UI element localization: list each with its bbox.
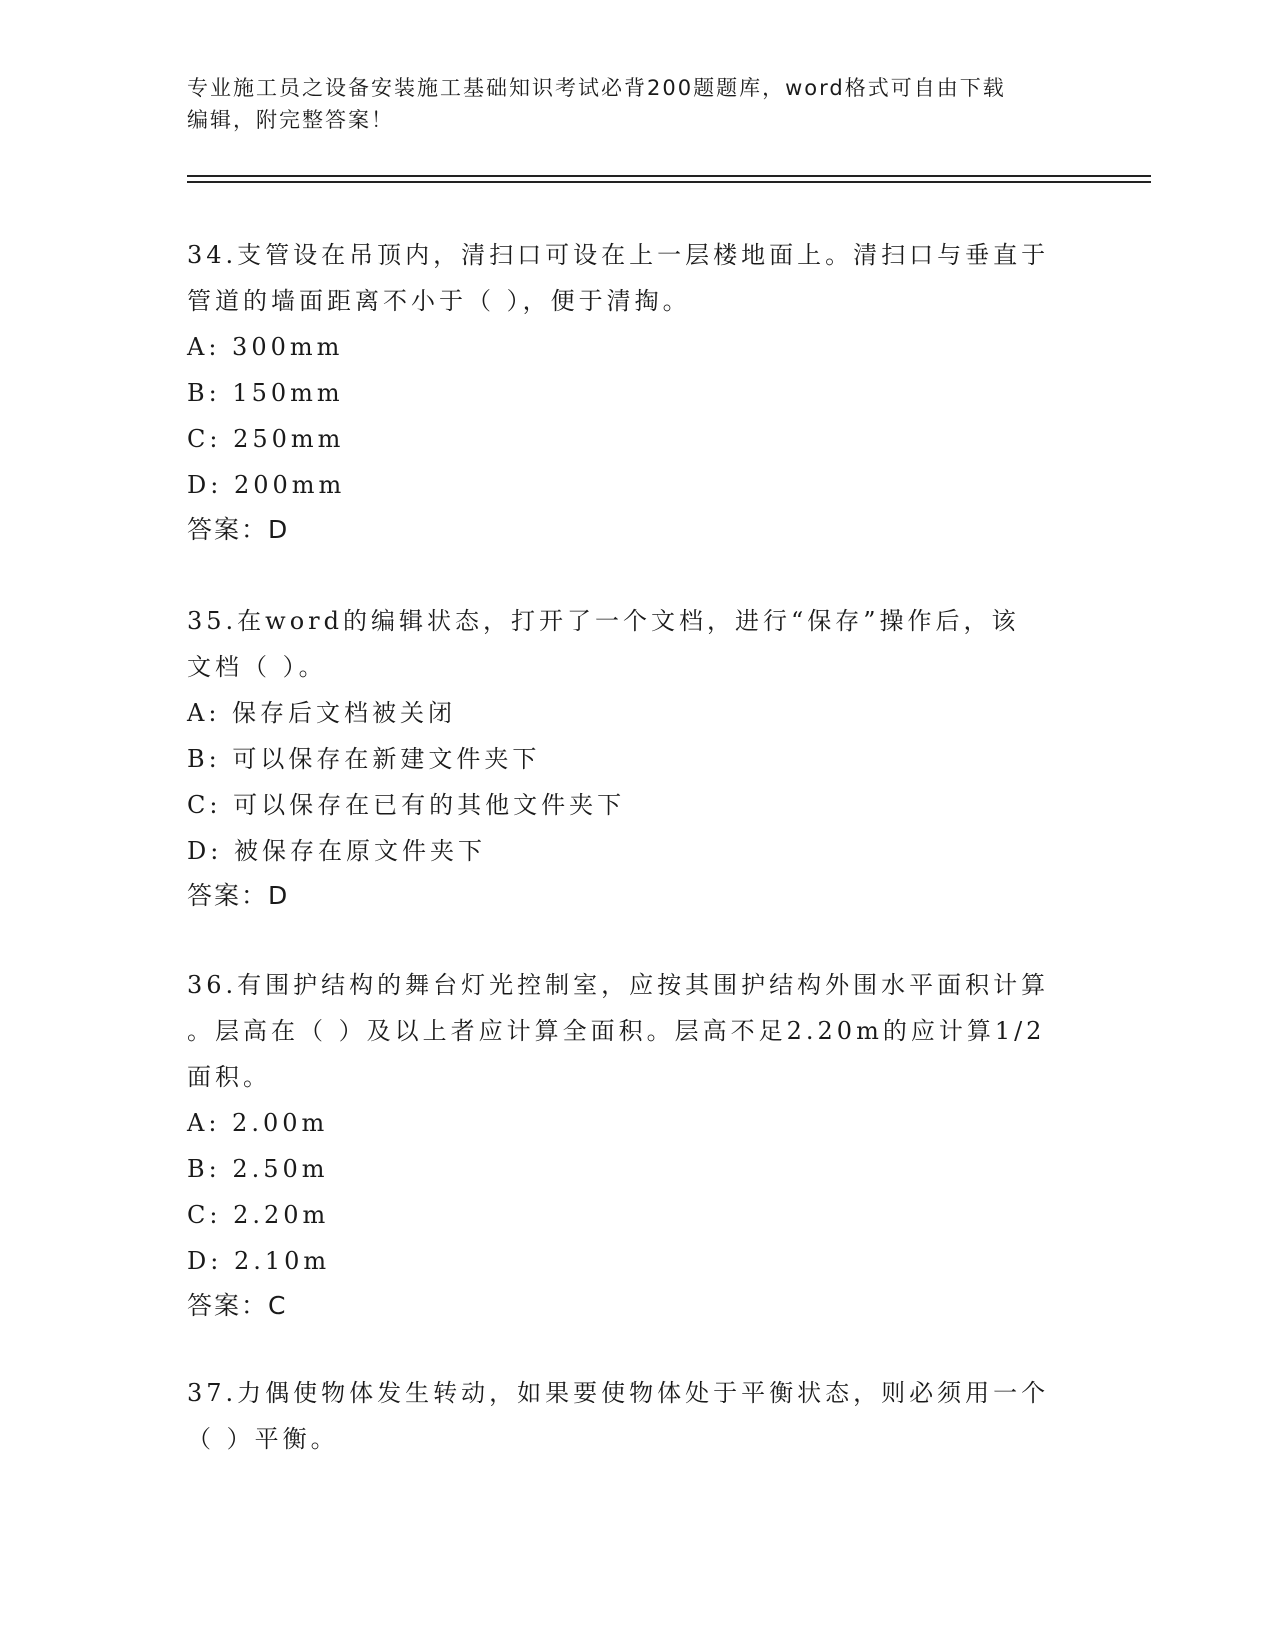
header-divider-bottom xyxy=(187,181,1151,183)
question-stem-line: 35.在word的编辑状态，打开了一个文档，进行“保存”操作后，该 xyxy=(187,607,1020,635)
answer-line: 答案：D xyxy=(187,515,290,544)
option-a: A: 300mm xyxy=(187,333,344,361)
answer-line: 答案：C xyxy=(187,1291,288,1320)
question-stem-line: 37.力偶使物体发生转动，如果要使物体处于平衡状态，则必须用一个 xyxy=(187,1379,1050,1407)
option-d: D: 被保存在原文件夹下 xyxy=(187,837,486,865)
option-a: A: 保存后文档被关闭 xyxy=(187,699,457,727)
option-c: C: 可以保存在已有的其他文件夹下 xyxy=(187,791,626,819)
option-b: B: 2.50m xyxy=(187,1155,329,1183)
option-d: D: 2.10m xyxy=(187,1247,331,1275)
question-stem-line: 管道的墙面距离不小于（ ），便于清掏。 xyxy=(187,287,691,315)
option-b: B: 可以保存在新建文件夹下 xyxy=(187,745,541,773)
option-c: C: 250mm xyxy=(187,425,345,453)
question-stem-line: 文档（ ）。 xyxy=(187,653,327,681)
option-a: A: 2.00m xyxy=(187,1109,329,1137)
header-title-line-1: 专业施工员之设备安装施工基础知识考试必背200题题库，word格式可自由下载 xyxy=(187,76,1006,100)
question-37 xyxy=(187,1370,1087,1462)
question-34 xyxy=(187,232,1087,552)
option-b: B: 150mm xyxy=(187,379,344,407)
header-title-line-2: 编辑，附完整答案！ xyxy=(187,108,394,132)
question-stem-line: 面积。 xyxy=(187,1063,271,1091)
header-divider-top xyxy=(187,175,1151,177)
answer-line: 答案：D xyxy=(187,881,290,910)
question-stem-line: 36.有围护结构的舞台灯光控制室，应按其围护结构外围水平面积计算 xyxy=(187,971,1050,999)
option-d: D: 200mm xyxy=(187,471,346,499)
question-36 xyxy=(187,962,1087,1328)
question-stem-line: 34.支管设在吊顶内，清扫口可设在上一层楼地面上。清扫口与垂直于 xyxy=(187,241,1050,269)
question-stem-line: （ ）平衡。 xyxy=(187,1425,339,1453)
question-35 xyxy=(187,598,1087,918)
question-stem-line: 。层高在（ ）及以上者应计算全面积。层高不足2.20m的应计算1/2 xyxy=(187,1017,1046,1045)
option-c: C: 2.20m xyxy=(187,1201,330,1229)
document-header xyxy=(187,72,1087,136)
